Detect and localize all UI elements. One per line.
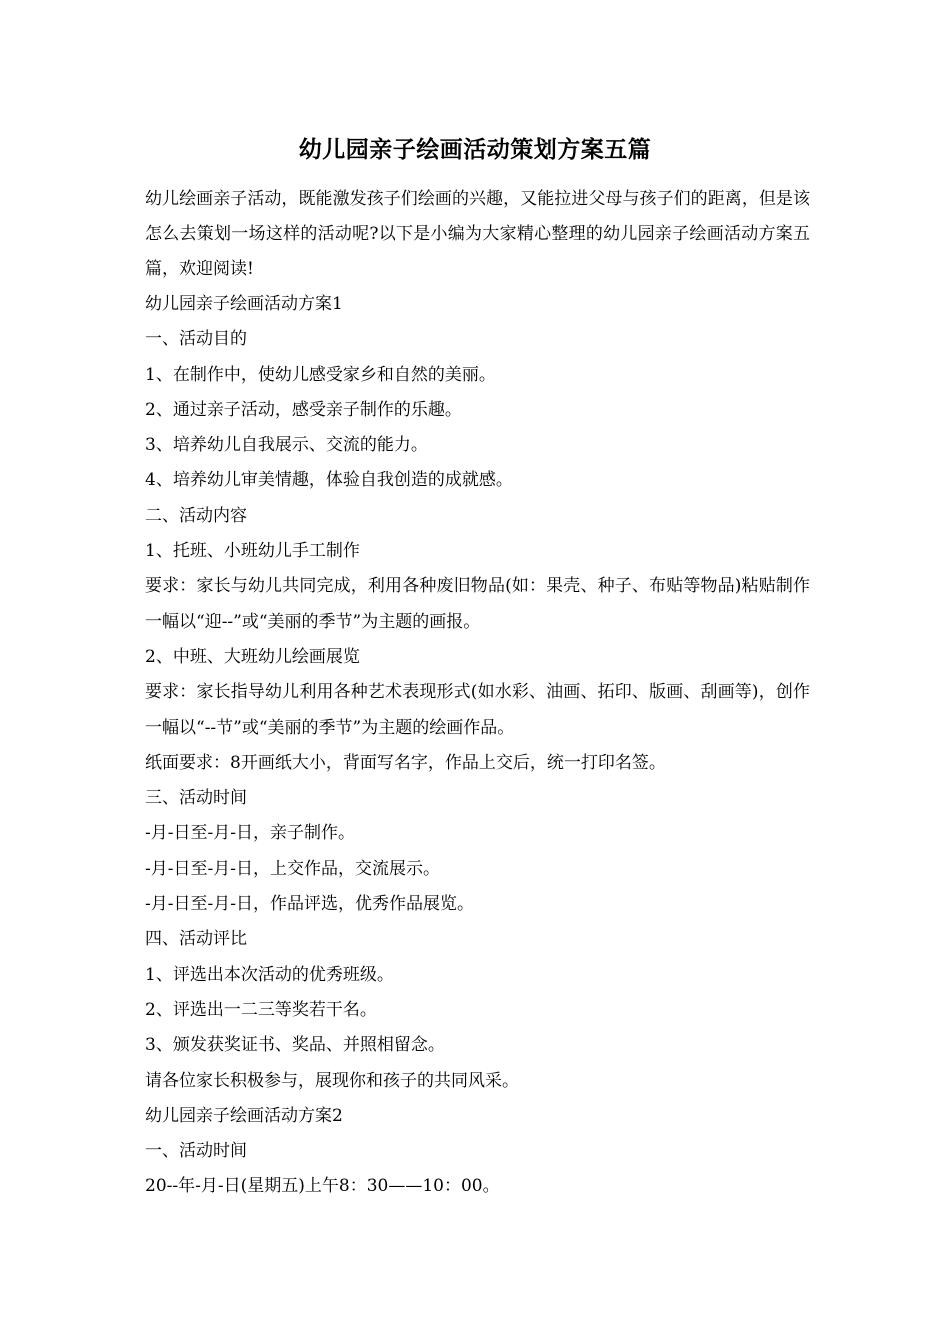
- list-item: 2、通过亲子活动，感受亲子制作的乐趣。: [145, 399, 462, 420]
- document-title: 幼儿园亲子绘画活动策划方案五篇: [298, 136, 652, 163]
- time-line: 20--年-月-日(星期五)上午8：30——10：00。: [145, 1176, 500, 1197]
- list-item: 4、培养幼儿审美情趣，体验自我创造的成就感。: [145, 470, 513, 491]
- list-item: -月-日至-月-日，亲子制作。: [145, 823, 355, 844]
- document-body: [145, 182, 810, 1205]
- section-heading: 四、活动评比: [145, 929, 247, 950]
- list-item: 3、培养幼儿自我展示、交流的能力。: [145, 435, 428, 456]
- section-heading: 一、活动时间: [145, 1141, 247, 1162]
- plan-1-heading: 幼儿园亲子绘画活动方案1: [145, 294, 343, 314]
- plan-2-heading: 幼儿园亲子绘画活动方案2: [145, 1105, 343, 1126]
- list-item: 1、在制作中，使幼儿感受家乡和自然的美丽。: [145, 364, 496, 385]
- list-item: 3、颁发获奖证书、奖品、并照相留念。: [145, 1035, 445, 1056]
- list-item: 2、评选出一二三等奖若干名。: [145, 999, 377, 1020]
- list-item: -月-日至-月-日，上交作品，交流展示。: [145, 858, 440, 879]
- paper-requirement: 纸面要求：8开画纸大小，背面写名字，作品上交后，统一打印名签。: [145, 752, 666, 773]
- requirement-paragraph: 要求：家长与幼儿共同完成，利用各种废旧物品(如：果壳、种子、布贴等物品)粘贴制作一幅以“迎--”或“美丽的季节”为主题的画报。: [145, 576, 810, 632]
- section-heading: 二、活动内容: [145, 505, 247, 526]
- list-item: -月-日至-月-日，作品评选，优秀作品展览。: [145, 894, 474, 915]
- closing-line: 请各位家长积极参与，展现你和孩子的共同风采。: [145, 1070, 519, 1091]
- list-item: 1、评选出本次活动的优秀班级。: [145, 964, 394, 985]
- section-heading: 三、活动时间: [145, 788, 247, 809]
- subsection-heading: 1、托班、小班幼儿手工制作: [145, 541, 360, 562]
- intro-paragraph: 幼儿绘画亲子活动，既能激发孩子们绘画的兴趣，又能拉进父母与孩子们的距离，但是该怎么去策划一场这样的活动呢?以下是小编为大家精心整理的幼儿园亲子绘画活动方案五篇，欢迎阅读!: [145, 189, 810, 279]
- requirement-paragraph: 要求：家长指导幼儿利用各种艺术表现形式(如水彩、油画、拓印、版画、刮画等)，创作一幅以“--节”或“美丽的季节”为主题的绘画作品。: [145, 682, 810, 738]
- subsection-heading: 2、中班、大班幼儿绘画展览: [145, 646, 360, 667]
- section-heading: 一、活动目的: [145, 329, 247, 350]
